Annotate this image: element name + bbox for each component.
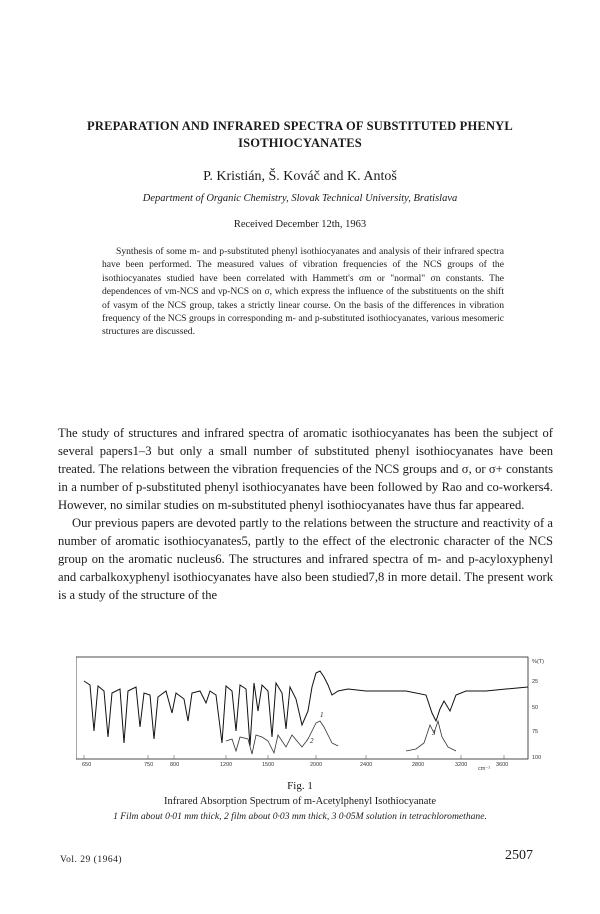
abstract bbox=[102, 245, 504, 339]
title-line-1: PREPARATION AND INFRARED SPECTRA OF SUBSTITUTED PHENYL bbox=[87, 119, 513, 133]
x-tick-label: 3200 bbox=[455, 762, 468, 768]
curve-label-1: 1 bbox=[320, 711, 324, 719]
figure-caption: Infrared Absorption Spectrum of m-Acetylphenyl Isothiocyanate bbox=[163, 796, 437, 807]
received-date: Received December 12th, 1963 bbox=[233, 219, 367, 230]
x-tick-marks bbox=[84, 755, 504, 759]
plot-frame bbox=[76, 657, 528, 759]
x-tick-label: 650 bbox=[82, 762, 92, 768]
x-tick-label: 2800 bbox=[412, 762, 425, 768]
y-tick-label: 50 bbox=[532, 705, 539, 711]
x-tick-label: 2400 bbox=[360, 762, 373, 768]
spectrum-curve-2 bbox=[226, 721, 338, 754]
figure-note: 1 Film about 0·01 mm thick, 2 film about 0·03 mm thick, 3 0·05M solution in tetrachloromethane. bbox=[113, 811, 487, 822]
journal-volume: Vol. 29 (1964) bbox=[60, 855, 122, 865]
x-tick-label: 750 bbox=[144, 762, 154, 768]
body-text bbox=[58, 424, 553, 604]
spectrum-curve-3 bbox=[406, 721, 456, 751]
curve-label-3: 3 bbox=[432, 729, 436, 737]
y-unit-label: %(T) bbox=[532, 659, 544, 665]
x-tick-label: 1200 bbox=[220, 762, 233, 768]
affiliation: Department of Organic Chemistry, Slovak Technical University, Bratislava bbox=[142, 193, 458, 204]
x-unit-label: cm⁻¹ bbox=[478, 766, 491, 771]
y-tick-label: 75 bbox=[532, 729, 539, 735]
paragraph-2: Our previous papers are devoted partly to the relations between the structure and reactivity of a number of aromatic isothiocyanates5, partly to the effect of the electronic character of the NCS group on the aromatic nucleus6. The structures and infrared spectra of m- and p-acyloxyphenyl and carbalkoxyphenyl isothiocyanates have also been studied7,8 in more detail. The present work is a study of the structure of the bbox=[58, 516, 553, 602]
x-tick-label: 800 bbox=[170, 762, 180, 768]
y-tick-label: 100 bbox=[532, 755, 542, 761]
ir-spectrum-figure bbox=[76, 651, 556, 771]
title-line-2: ISOTHIOCYANATES bbox=[238, 136, 362, 150]
x-tick-label: 3600 bbox=[496, 762, 509, 768]
abstract-text: Synthesis of some m- and p-substituted phenyl isothiocyanates and analysis of their infrared spectra have been performed. The measured values of vibration frequencies of the NCS groups of the isothiocyanates studied have been correlated with Hammett's σm or "normal" σn constants. The dependences of νm-NCS and νp-NCS on σ, which express the influence of the substituents on the shift of νasym of the NCS group, takes a strictly linear course. On the basis of the differences in vibration frequency of the NCS groups in corresponding m- and p-substituted isothiocyanates, various mesomeric structures are discussed. bbox=[102, 246, 504, 338]
x-tick-label: 2000 bbox=[310, 762, 323, 768]
page-number: 2507 bbox=[505, 848, 533, 863]
y-tick-label: 25 bbox=[532, 679, 539, 685]
paragraph-1: The study of structures and infrared spectra of aromatic isothiocyanates has been the subject of several papers1–3 but only a small number of substituted phenyl isothiocyanates have been treated. The relations between the vibration frequencies of the NCS groups and σ, or σ+ constants in a number of p-substituted phenyl isothiocyanates have been followed by Rao and co-workers4. However, no similar studies on m-substituted phenyl isothiocyanates have thus far appeared. bbox=[58, 426, 553, 512]
figure-label: Fig. 1 bbox=[287, 780, 313, 792]
curve-label-2: 2 bbox=[310, 737, 314, 745]
authors: P. Kristián, Š. Kováč and K. Antoš bbox=[203, 169, 397, 184]
paper-title bbox=[40, 118, 560, 152]
x-tick-label: 1500 bbox=[262, 762, 275, 768]
spectrum-curve-1 bbox=[84, 671, 528, 746]
